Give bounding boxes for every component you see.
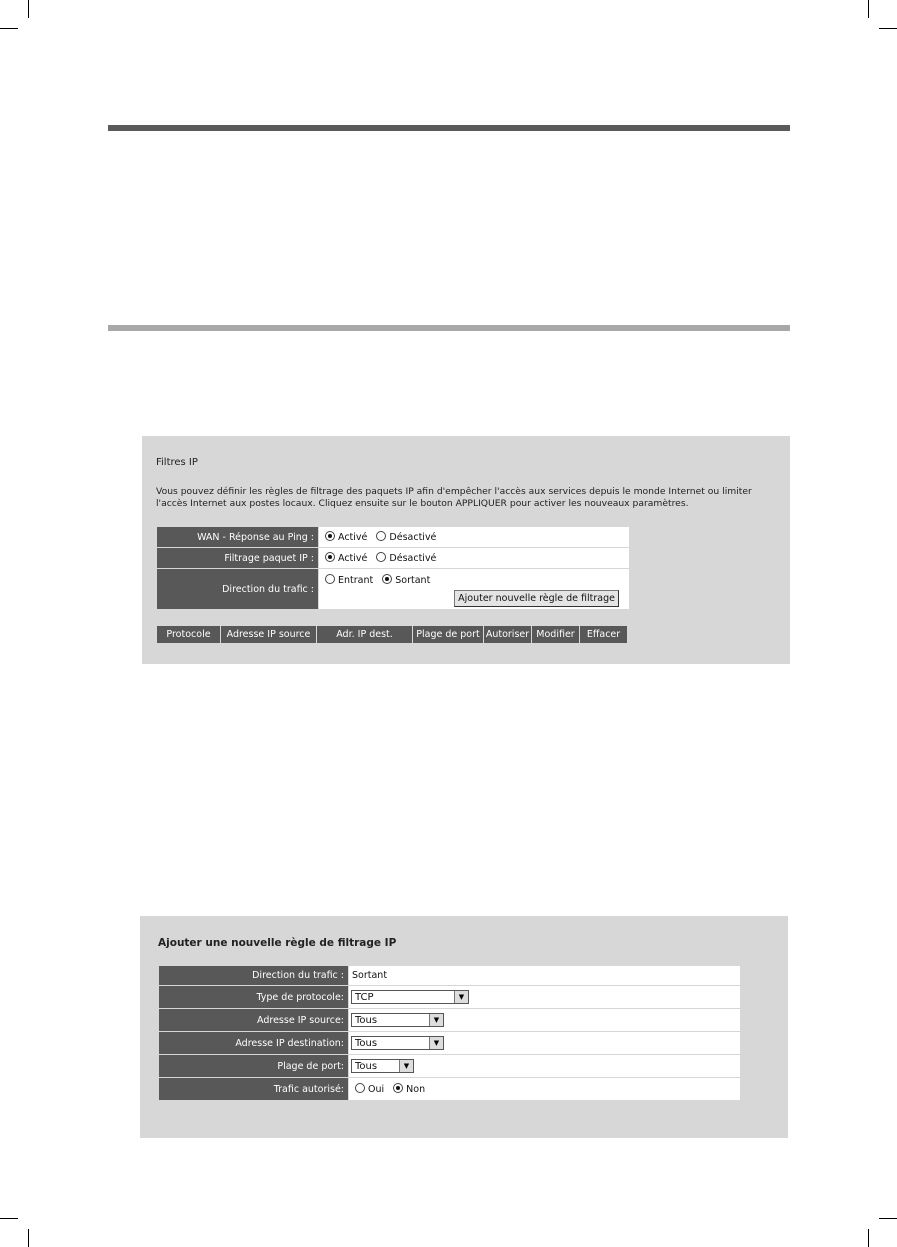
ip-filter-settings	[156, 526, 630, 610]
panel-title: Filtres IP	[156, 457, 198, 468]
crop-mark	[0, 1218, 18, 1219]
section-rule	[108, 325, 790, 331]
column-header: Autoriser	[484, 626, 532, 643]
crop-mark	[879, 28, 897, 29]
column-header: Modifier	[532, 626, 580, 643]
source-ip-selected-value: Tous	[355, 1015, 378, 1026]
protocol-label: Type de protocole:	[159, 986, 349, 1009]
radio-label: Activé	[338, 532, 368, 543]
wan-ping-label: WAN - Réponse au Ping :	[157, 527, 319, 548]
direction-value: Sortant	[349, 966, 741, 986]
crop-mark	[28, 0, 29, 18]
direction-incoming-radio[interactable]	[325, 574, 335, 584]
column-header: Plage de port	[413, 626, 484, 643]
column-header: Protocole	[157, 626, 221, 643]
protocol-field	[349, 986, 741, 1009]
port-range-field	[349, 1055, 741, 1078]
dest-ip-selected-value: Tous	[355, 1038, 378, 1049]
dest-ip-field	[349, 1032, 741, 1055]
crop-mark	[879, 1218, 897, 1219]
crop-mark	[868, 0, 869, 18]
chevron-down-icon: ▼	[429, 1014, 443, 1026]
column-header: Effacer	[580, 626, 628, 643]
crop-mark	[868, 1229, 869, 1247]
traffic-allowed-label: Trafic autorisé:	[159, 1078, 349, 1101]
ip-filter-disabled-radio[interactable]	[376, 552, 386, 562]
dest-ip-select[interactable]	[351, 1036, 444, 1050]
chevron-down-icon: ▼	[429, 1037, 443, 1049]
add-filter-rule-button[interactable]: Ajouter nouvelle règle de filtrage	[454, 590, 619, 607]
new-rule-panel	[140, 916, 788, 1138]
wan-ping-enabled-radio[interactable]	[325, 531, 335, 541]
panel-description: Vous pouvez définir les règles de filtrage des paquets IP afin d'empêcher l'accès aux services depuis le monde Internet ou limiter l'accès Internet aux postes locaux. Cliquez ensuite sur le bouton APPLIQUER pour activer les nouveaux paramètres.	[156, 486, 752, 509]
source-ip-select[interactable]	[351, 1013, 444, 1027]
chevron-down-icon: ▼	[454, 991, 468, 1003]
source-ip-field	[349, 1009, 741, 1032]
port-range-label: Plage de port:	[159, 1055, 349, 1078]
column-header: Adresse IP source	[221, 626, 317, 643]
header-rule	[108, 125, 790, 131]
direction-outgoing-radio[interactable]	[382, 574, 392, 584]
ip-filter-enabled-radio[interactable]	[325, 552, 335, 562]
traffic-allowed-yes-radio[interactable]	[355, 1083, 365, 1093]
filter-rules-table-header	[157, 626, 627, 643]
ip-filters-panel	[142, 436, 790, 664]
traffic-direction-label: Direction du trafic :	[157, 569, 319, 610]
wan-ping-field	[319, 527, 630, 548]
traffic-direction-field	[319, 569, 630, 610]
ip-filter-label: Filtrage paquet IP :	[157, 548, 319, 569]
direction-label: Direction du trafic :	[159, 966, 349, 986]
radio-label: Activé	[338, 553, 368, 564]
radio-label: Désactivé	[389, 532, 437, 543]
traffic-allowed-no-radio[interactable]	[393, 1083, 403, 1093]
port-range-select[interactable]	[351, 1059, 414, 1073]
column-header: Adr. IP dest.	[317, 626, 413, 643]
radio-label: Non	[406, 1084, 426, 1095]
radio-label: Désactivé	[389, 553, 437, 564]
port-range-selected-value: Tous	[355, 1061, 378, 1072]
traffic-allowed-field	[349, 1078, 741, 1101]
crop-mark	[28, 1229, 29, 1247]
source-ip-label: Adresse IP source:	[159, 1009, 349, 1032]
radio-label: Entrant	[338, 575, 374, 586]
panel-title: Ajouter une nouvelle règle de filtrage IP	[158, 937, 397, 949]
dest-ip-label: Adresse IP destination:	[159, 1032, 349, 1055]
wan-ping-disabled-radio[interactable]	[376, 531, 386, 541]
crop-mark	[0, 28, 18, 29]
radio-label: Oui	[368, 1084, 385, 1095]
radio-label: Sortant	[395, 575, 431, 586]
protocol-select[interactable]	[351, 990, 469, 1004]
chevron-down-icon: ▼	[399, 1060, 413, 1072]
ip-filter-field	[319, 548, 630, 569]
new-rule-form	[158, 965, 741, 1101]
protocol-selected-value: TCP	[355, 992, 374, 1003]
